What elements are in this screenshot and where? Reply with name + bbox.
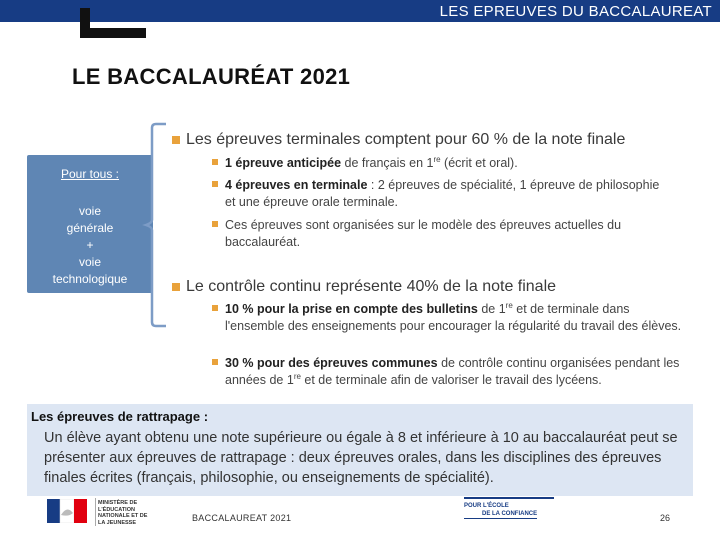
list-item-text: 1 épreuve anticipée de français en 1re (écrit et oral). xyxy=(225,154,518,170)
bullet-square-icon xyxy=(172,136,180,144)
bullet-square-icon xyxy=(212,159,218,165)
header-title: LES EPREUVES DU BACCALAUREAT xyxy=(439,3,712,20)
list-item xyxy=(212,177,672,211)
page-number: 26 xyxy=(660,513,671,523)
audience-line: générale xyxy=(66,221,114,235)
confiance-logo-line xyxy=(464,497,554,499)
section1-heading-text: Les épreuves terminales comptent pour 60 % de la note finale xyxy=(186,131,626,148)
list-item xyxy=(212,155,692,172)
list-item-text: Ces épreuves sont organisées sur le modèle des épreuves actuelles du baccalauréat. xyxy=(225,218,622,249)
logo-mark-horizontal xyxy=(80,28,146,38)
audience-tracks xyxy=(27,203,153,288)
page-title: LE BACCALAURÉAT 2021 xyxy=(72,64,351,89)
section2-heading xyxy=(172,278,556,296)
section2-heading-text: Le contrôle continu représente 40% de la note finale xyxy=(186,278,557,295)
bullet-square-icon xyxy=(212,359,218,365)
bullet-square-icon xyxy=(212,305,218,311)
bullet-square-icon xyxy=(212,221,218,227)
audience-line: + xyxy=(86,238,94,252)
footer-title: BACCALAUREAT 2021 xyxy=(192,513,292,523)
ministry-label: MINISTÈRE DE L'ÉDUCATION NATIONALE ET DE LA JEUNESSE xyxy=(98,500,148,526)
audience-line: voie xyxy=(78,255,101,269)
audience-line: technologique xyxy=(52,272,128,286)
audience-label: Pour tous : xyxy=(60,167,120,181)
bullet-square-icon xyxy=(212,181,218,187)
list-item xyxy=(212,301,692,335)
confiance-logo xyxy=(464,502,537,519)
list-item xyxy=(212,355,692,389)
confiance-line1: POUR L'ÉCOLE xyxy=(464,503,509,509)
marianne-logo-icon xyxy=(47,499,87,523)
list-item xyxy=(212,217,692,251)
list-item-text: 4 épreuves en terminale : 2 épreuves de spécialité, 1 épreuve de philosophie et une épreuve orale terminale. xyxy=(225,178,660,209)
list-item-text: 30 % pour des épreuves communes de contrôle continu organisées pendant les années de 1re et de terminale afin de valoriser le travail des lycéens. xyxy=(225,356,680,387)
list-item-text: 10 % pour la prise en compte des bulletins de 1re et de terminale dans l'ensemble des enseignements pour encourager la régularité du travail des élèves. xyxy=(225,300,682,333)
section1-heading xyxy=(172,131,625,149)
audience-line: voie xyxy=(78,204,101,218)
audience-box xyxy=(27,155,153,293)
footer-divider xyxy=(95,498,96,526)
confiance-line2: DE LA CONFIANCE xyxy=(464,510,537,519)
rattrapage-title: Les épreuves de rattrapage : xyxy=(31,409,209,424)
bullet-square-icon xyxy=(172,283,180,291)
bracket-icon xyxy=(142,122,168,328)
rattrapage-text: Un élève ayant obtenu une note supérieure ou égale à 8 et inférieure à 10 au baccalauréat peut se présenter aux épreuves de rattrapage : deux épreuves orales, dans les disciplines des épreuves finales écrites (français, philosophie, ou enseignements de spécialité). xyxy=(44,430,678,486)
